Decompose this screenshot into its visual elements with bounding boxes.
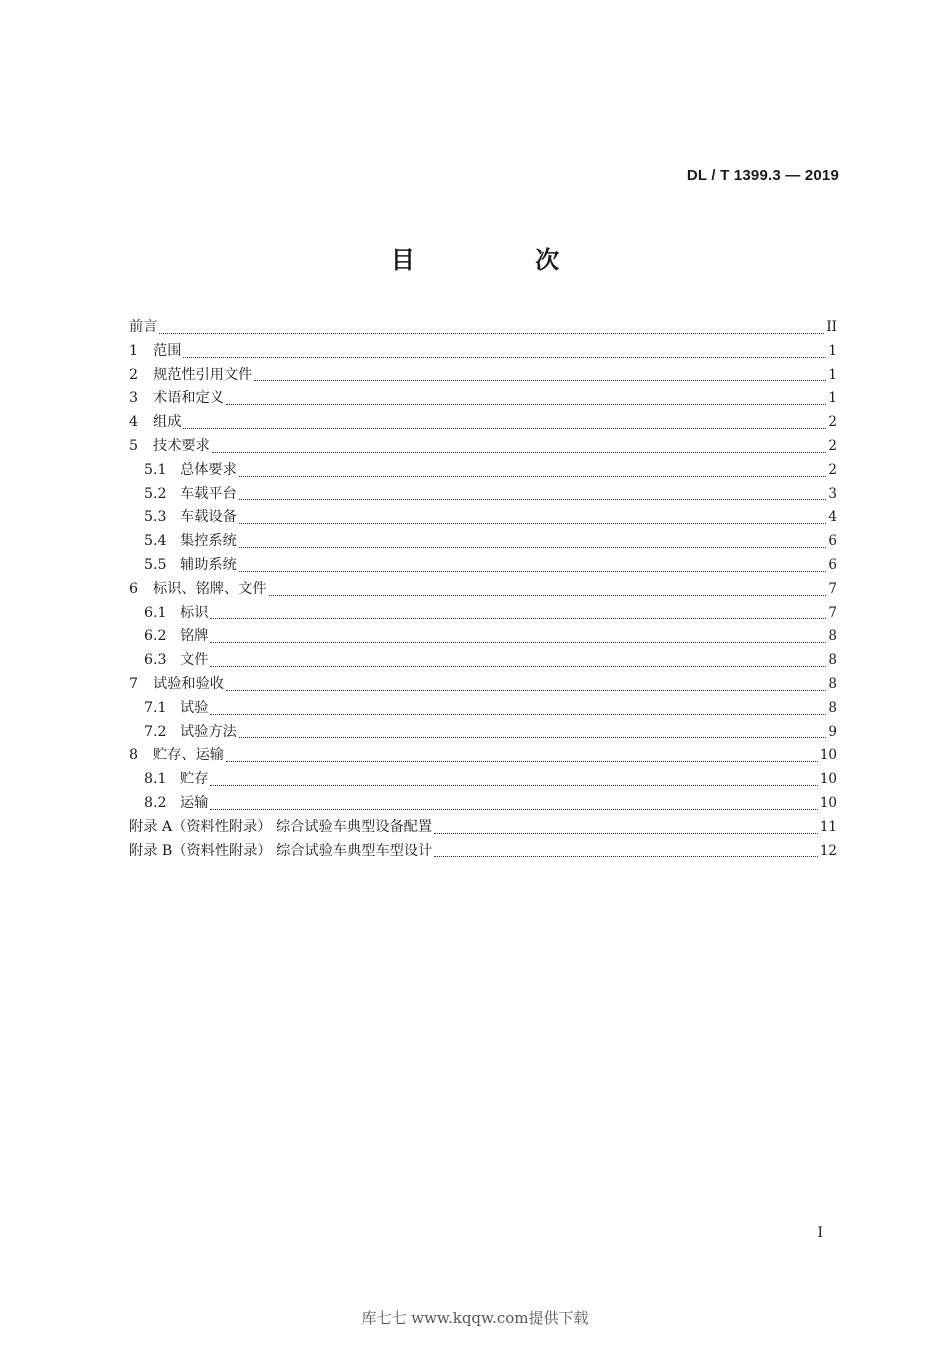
toc-entry-page: 7 [828,580,837,597]
page-number: I [817,1225,823,1241]
toc-entry-page: 2 [828,461,837,478]
toc-entry[interactable] [129,506,837,530]
toc-entry-page: 8 [828,652,837,669]
toc-entry-page: 1 [828,390,837,407]
toc-entry-title: 车载平台 [180,485,237,502]
toc-dot-leader [226,681,826,691]
toc-entry-title: 试验和验收 [153,675,224,692]
toc-entry-page: 12 [819,842,837,859]
toc-entry-title: 贮存、运输 [153,747,224,764]
toc-entry-page: 2 [828,437,837,454]
toc-entry-number: 5.4 [144,533,167,550]
toc-dot-leader [254,371,826,381]
toc-entry-title: 标识 [180,604,209,621]
toc-entry-page: 2 [828,414,837,431]
toc-entry-number: 1 [129,342,139,359]
toc-dot-leader [239,467,827,477]
toc-entry[interactable] [129,744,837,768]
toc-entry-title: 前言 [129,319,158,335]
toc-dot-leader [210,633,826,643]
toc-entry-number: 6.1 [144,604,167,621]
page-title: 目 次 [390,246,616,274]
toc-dot-leader [212,443,827,453]
toc-dot-leader [239,562,827,572]
toc-dot-leader [239,538,827,548]
toc-entry-title: 附录 A（资料性附录） 综合试验车典型设备配置 [129,818,433,835]
toc-dot-leader [239,514,827,524]
toc-entry-title: 组成 [153,414,182,431]
toc-entry[interactable] [129,411,837,435]
toc-entry-number: 4 [129,414,139,431]
toc-entry-title: 贮存 [180,771,209,788]
toc-entry[interactable] [129,530,837,554]
toc-entry-page: 9 [828,723,837,740]
toc-entry-number: 8 [129,747,139,764]
toc-entry-title: 附录 B（资料性附录） 综合试验车典型车型设计 [129,842,433,859]
toc-entry-title: 技术要求 [153,437,210,454]
toc-entry-page: 11 [819,818,837,835]
toc-entry-page: 4 [828,509,837,526]
toc-dot-leader [434,847,818,857]
toc-dot-leader [183,419,826,429]
toc-entry-title: 辅助系统 [180,556,237,573]
toc-dot-leader [210,776,817,786]
toc-entry-number: 5.5 [144,556,167,573]
toc-entry-title: 集控系统 [180,533,237,550]
toc-entry[interactable] [129,673,837,697]
toc-entry[interactable] [129,483,837,507]
toc-entry-title: 铭牌 [180,628,209,645]
toc-entry-page: 10 [819,747,837,764]
toc-entry[interactable] [129,721,837,745]
toc-entry-title: 总体要求 [180,461,237,478]
toc-entry-number: 6.3 [144,652,167,669]
toc-entry[interactable] [129,435,837,459]
toc-entry[interactable] [129,768,837,792]
toc-entry[interactable] [129,364,837,388]
toc-entry[interactable] [129,625,837,649]
toc-entry-page: 8 [828,699,837,716]
toc-entry[interactable] [129,340,837,364]
toc-dot-leader [239,490,827,500]
toc-entry-page: 6 [828,556,837,573]
toc-entry[interactable] [129,316,837,340]
toc-entry-page: 6 [828,533,837,550]
standard-code: DL / T 1399.3 — 2019 [686,167,839,184]
toc-dot-leader [239,728,827,738]
toc-entry-page: 10 [819,794,837,811]
toc-entry-page: 8 [828,675,837,692]
toc-entry-number: 6 [129,580,139,597]
toc-entry[interactable] [129,792,837,816]
toc-entry-number: 8.1 [144,771,167,788]
toc-dot-leader [434,824,818,834]
toc-entry-number: 5.3 [144,509,167,526]
toc-dot-leader [226,752,818,762]
toc-entry-page: 10 [819,771,837,788]
toc-entry[interactable] [129,554,837,578]
toc-dot-leader [210,800,817,810]
toc-dot-leader [183,348,826,358]
toc-entry[interactable] [129,387,837,411]
toc-entry-number: 5.2 [144,485,167,502]
toc-entry-page: 3 [828,485,837,502]
toc-dot-leader [159,324,824,334]
toc-entry[interactable] [129,578,837,602]
toc-entry[interactable] [129,459,837,483]
toc-entry-number: 7.2 [144,723,167,740]
toc-entry[interactable] [129,816,837,840]
toc-entry-title: 试验方法 [180,723,237,740]
toc-dot-leader [210,609,826,619]
toc-entry-number: 2 [129,366,139,383]
toc-entry-title: 范围 [153,342,182,359]
toc-entry-number: 5 [129,437,139,454]
toc-dot-leader [269,586,827,596]
toc-entry-title: 车载设备 [180,509,237,526]
toc-entry-page: 7 [828,604,837,621]
toc-entry-page: II [826,319,837,335]
toc-entry[interactable] [129,840,837,864]
toc-entry-page: 1 [828,342,837,359]
toc-entry[interactable] [129,649,837,673]
toc-entry-number: 7.1 [144,699,167,716]
toc-entry-number: 7 [129,675,139,692]
toc-entry-number: 6.2 [144,628,167,645]
toc-entry-title: 术语和定义 [153,390,224,407]
toc-entry-number: 8.2 [144,794,167,811]
toc-dot-leader [226,395,826,405]
toc-entry-page: 1 [828,366,837,383]
toc-entry-title: 规范性引用文件 [153,366,253,383]
toc-entry[interactable] [129,602,837,626]
toc-entry-title: 文件 [180,652,209,669]
toc-entry-title: 运输 [180,794,209,811]
download-watermark: 库七七 www.kqqw.com提供下载 [361,1309,589,1327]
toc-entry-title: 标识、铭牌、文件 [153,580,267,597]
toc-entry-number: 5.1 [144,461,167,478]
toc-dot-leader [210,705,826,715]
toc-entry-number: 3 [129,390,139,407]
table-of-contents [129,316,837,863]
toc-entry-title: 试验 [180,699,209,716]
toc-entry-page: 8 [828,628,837,645]
toc-dot-leader [210,657,826,667]
toc-entry[interactable] [129,697,837,721]
